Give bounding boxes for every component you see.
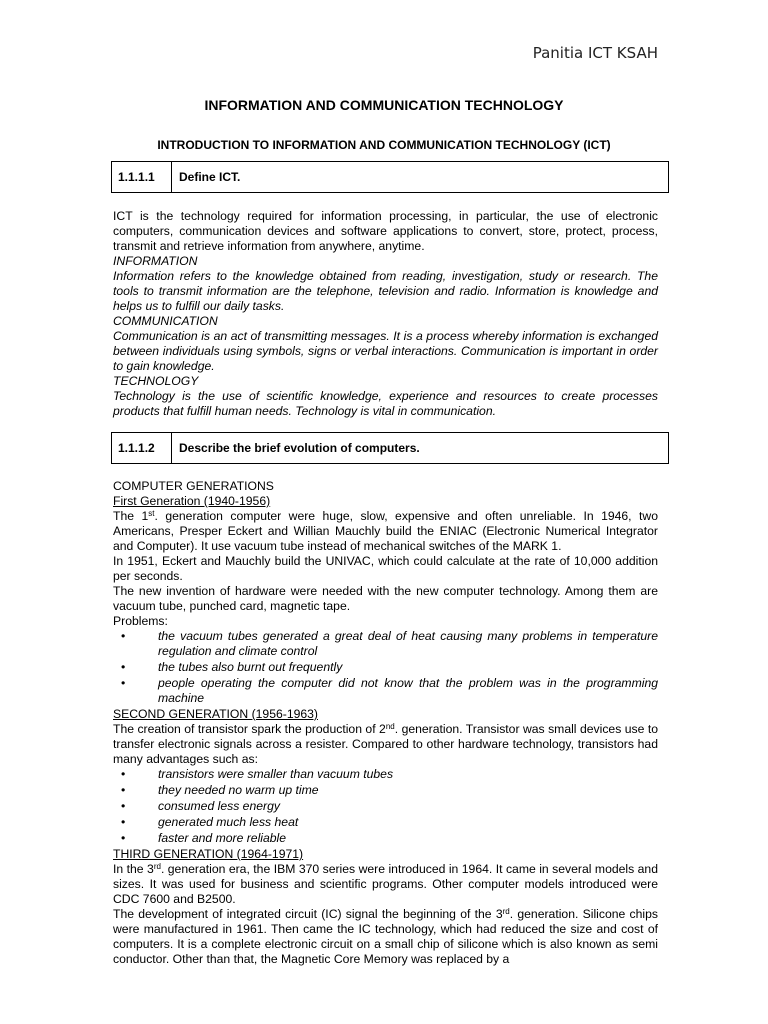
first-generation-p3: The new invention of hardware were needed with the new computer technology. Among them are vacuum tube, punched card, magnetic tape. xyxy=(113,584,658,613)
information-heading: INFORMATION xyxy=(113,254,198,268)
list-item: • the vacuum tubes generated a great deal of heat causing many problems in temperature regulation and climate control xyxy=(113,629,658,659)
first-generation-p2: In 1951, Eckert and Mauchly build the UNIVAC, which could calculate at the rate of 10,000 addition per seconds. xyxy=(113,554,658,583)
list-item: • transistors were smaller than vacuum tubes xyxy=(113,767,658,782)
list-item: • generated much less heat xyxy=(113,815,658,830)
problems-list xyxy=(113,629,658,706)
communication-text: Communication is an act of transmitting messages. It is a process whereby information is exchanged between individuals using symbols, signs or verbal interactions. Communication is important in order to gain knowledge. xyxy=(113,329,658,373)
communication-heading: COMMUNICATION xyxy=(113,314,218,328)
section-box-define-ict xyxy=(111,161,669,193)
section-box-evolution xyxy=(111,432,669,464)
third-generation-heading: THIRD GENERATION (1964-1971) xyxy=(113,847,304,861)
section-number: 1.1.1.2 xyxy=(112,433,172,463)
technology-heading: TECHNOLOGY xyxy=(113,374,199,388)
advantages-list xyxy=(113,767,658,846)
list-item: • faster and more reliable xyxy=(113,831,658,846)
technology-text: Technology is the use of scientific knowledge, experience and resources to create processes products that fulfill human needs. Technology is vital in communication. xyxy=(113,389,658,418)
ict-definition: ICT is the technology required for information processing, in particular, the use of electronic computers, communication devices and software applications to convert, store, protect, process, transmit and retrieve information from anywhere, anytime. xyxy=(113,209,658,253)
list-item: • people operating the computer did not know that the problem was in the programming machine xyxy=(113,676,658,706)
section-label: Describe the brief evolution of computers. xyxy=(179,441,420,455)
list-item: • consumed less energy xyxy=(113,799,658,814)
second-generation-p1: The creation of transistor spark the production of 2nd. generation. Transistor was small devices use to transfer electronic signals across a resister. Compared to other hardware technology, transistors had many advantages such as: xyxy=(113,722,658,766)
section-label: Define ICT. xyxy=(179,170,241,184)
document-subtitle: INTRODUCTION TO INFORMATION AND COMMUNICATION TECHNOLOGY (ICT) xyxy=(157,138,611,152)
document-title: INFORMATION AND COMMUNICATION TECHNOLOGY xyxy=(204,97,564,113)
first-generation-p1: The 1st. generation computer were huge, slow, expensive and often unreliable. In 1946, two Americans, Presper Eckert and Willian Mauchly build the ENIAC (Electronic Numerical Integrator and Computer). It use vacuum tube instead of mechanical switches of the MARK 1. xyxy=(113,509,658,553)
list-item: • they needed no warm up time xyxy=(113,783,658,798)
third-generation-p2: The development of integrated circuit (IC) signal the beginning of the 3rd. generation. Silicone chips were manufactured in 1961. Then came the IC technology, which had reduced the size and cost of computers. It is a complete electronic circuit on a small chip of silicone which is also known as semi conductor. Other than that, the Magnetic Core Memory was replaced by a xyxy=(113,907,658,966)
header-org: Panitia ICT KSAH xyxy=(532,44,658,62)
generations-heading: COMPUTER GENERATIONS xyxy=(113,479,274,493)
section-number: 1.1.1.1 xyxy=(112,162,172,192)
problems-label: Problems: xyxy=(113,614,168,628)
third-generation-p1: In the 3rd. generation era, the IBM 370 series were introduced in 1964. It came in several models and sizes. It was used for business and scientific programs. Other computer models introduced were CDC 7600 and B2500. xyxy=(113,862,658,906)
first-generation-heading: First Generation (1940-1956) xyxy=(113,494,271,508)
ict-definition-block xyxy=(113,209,658,419)
list-item: • the tubes also burnt out frequently xyxy=(113,660,658,675)
information-text: Information refers to the knowledge obtained from reading, investigation, study or research. The tools to transmit information are the telephone, television and radio. Information is knowledge and helps us to fulfill our daily tasks. xyxy=(113,269,658,313)
evolution-block xyxy=(113,479,658,967)
second-generation-heading: SECOND GENERATION (1956-1963) xyxy=(113,707,318,721)
